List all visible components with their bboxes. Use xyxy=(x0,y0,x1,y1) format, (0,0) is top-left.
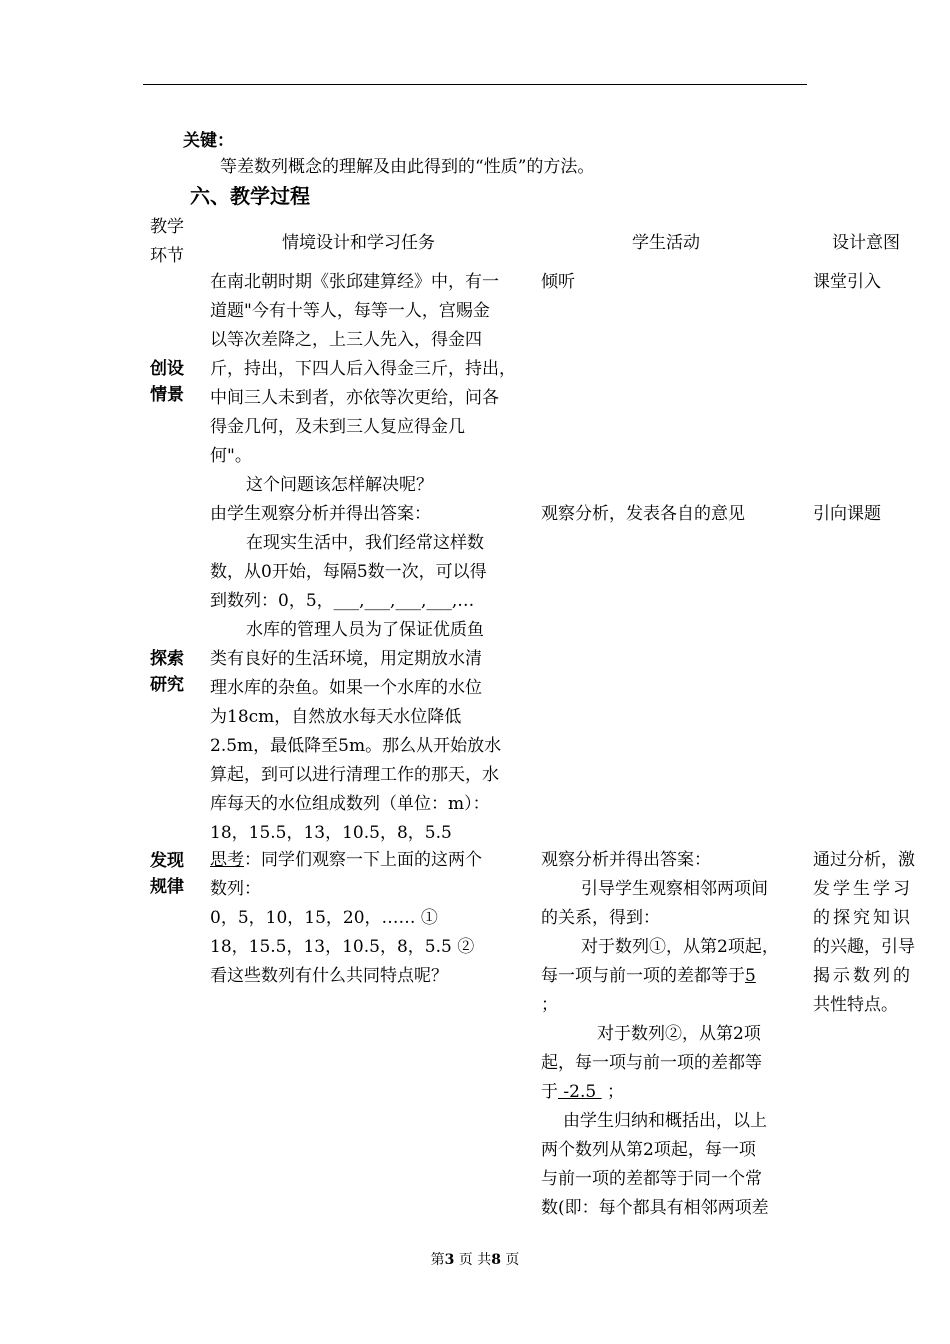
diff-value-2: -2.5 xyxy=(558,1082,602,1102)
row1-activity: 倾听 xyxy=(541,272,575,292)
blank: ___ xyxy=(333,591,360,611)
diff-value-1: 5 xyxy=(745,966,756,986)
blank: ___ xyxy=(395,591,421,611)
row3-activity: 观察分析并得出答案： 引导学生观察相邻两项间 的关系，得到： 对于数列①，从第2项起， 每一项与前一项的差都等于5 ； 对于数列②，从第2项 起，每一项与前一项的差都等 于 -2.5 ； 由学生归纳和概括出，以上 两个数列从第2项起，每一项 与前一项的差都等于同一个常 数(即：每个都具有相邻两项差 xyxy=(541,850,779,1218)
key-text: 等差数列概念的理解及由此得到的“性质”的方法。 xyxy=(220,157,595,177)
row1-task: 在南北朝时期《张邱建算经》中，有一 道题"今有十等人，每等一人，宫赐金 以等次差降之，上三人先入，得金四 斤，持出，下四人后入得金三斤，持出， 中间三人未到者，亦依等次更给，问各 得金几何，及未到三人复应得金几 何"。 这个问题该怎样解决呢？ xyxy=(210,272,516,495)
row2-stage: 探索 研究 xyxy=(150,649,184,695)
row2-activity: 观察分析，发表各自的意见 xyxy=(541,504,745,524)
think-label: 思考 xyxy=(210,850,244,870)
row3-stage: 发现 规律 xyxy=(150,851,184,897)
header-task: 情境设计和学习任务 xyxy=(282,233,435,253)
row3-intent: 通过分析，激 发学生学习 的探究知识 的兴趣，引导 揭示数列的 共性特点。 xyxy=(813,850,915,1015)
blank: ___ xyxy=(364,591,391,611)
header-rule xyxy=(143,84,807,85)
row2-intent: 引向课题 xyxy=(813,504,881,524)
key-heading: 关键： xyxy=(183,131,234,151)
row2-task: 由学生观察分析并得出答案： 在现实生活中，我们经常这样数 数，从0开始，每隔5数一次，可以得 到数列：0，5，___,___,___,___,… 水库的管理人员为了保证优质鱼 类有良好的生活环境，用定期放水清 理水库的杂鱼。如果一个水库的水位 为18cm，自然放水每天水位降低 2.5m，最低降至5m。那么从开始放水 算起，到可以进行清理工作的那天，水 库每天的水位组成数列（单位：m）： 18，15.5，13，10.5，8，5.5 xyxy=(210,500,526,848)
page-number: 3 xyxy=(444,1252,455,1268)
total-pages: 8 xyxy=(491,1252,501,1268)
blank: ___ xyxy=(426,591,452,611)
header-stage-2: 环节 xyxy=(150,246,184,266)
row1-intent: 课堂引入 xyxy=(813,272,881,292)
page-footer: 第3 页 共8 页 xyxy=(430,1252,520,1268)
header-activity: 学生活动 xyxy=(632,233,700,253)
sequence-blanks-line: 到数列：0，5，___,___,___,___,… xyxy=(210,591,475,611)
section-title: 六、教学过程 xyxy=(190,184,310,208)
header-stage-1: 教学 xyxy=(150,217,184,237)
header-intent: 设计意图 xyxy=(832,233,900,253)
row1-stage: 创设 情景 xyxy=(150,359,184,405)
row3-task: 思考：同学们观察一下上面的这两个 数列： 0，5，10，15，20，…… ① 18，15.5，13，10.5，8，5.5 ② 看这些数列有什么共同特点呢？ xyxy=(210,850,482,986)
ellipsis: … xyxy=(457,591,475,611)
